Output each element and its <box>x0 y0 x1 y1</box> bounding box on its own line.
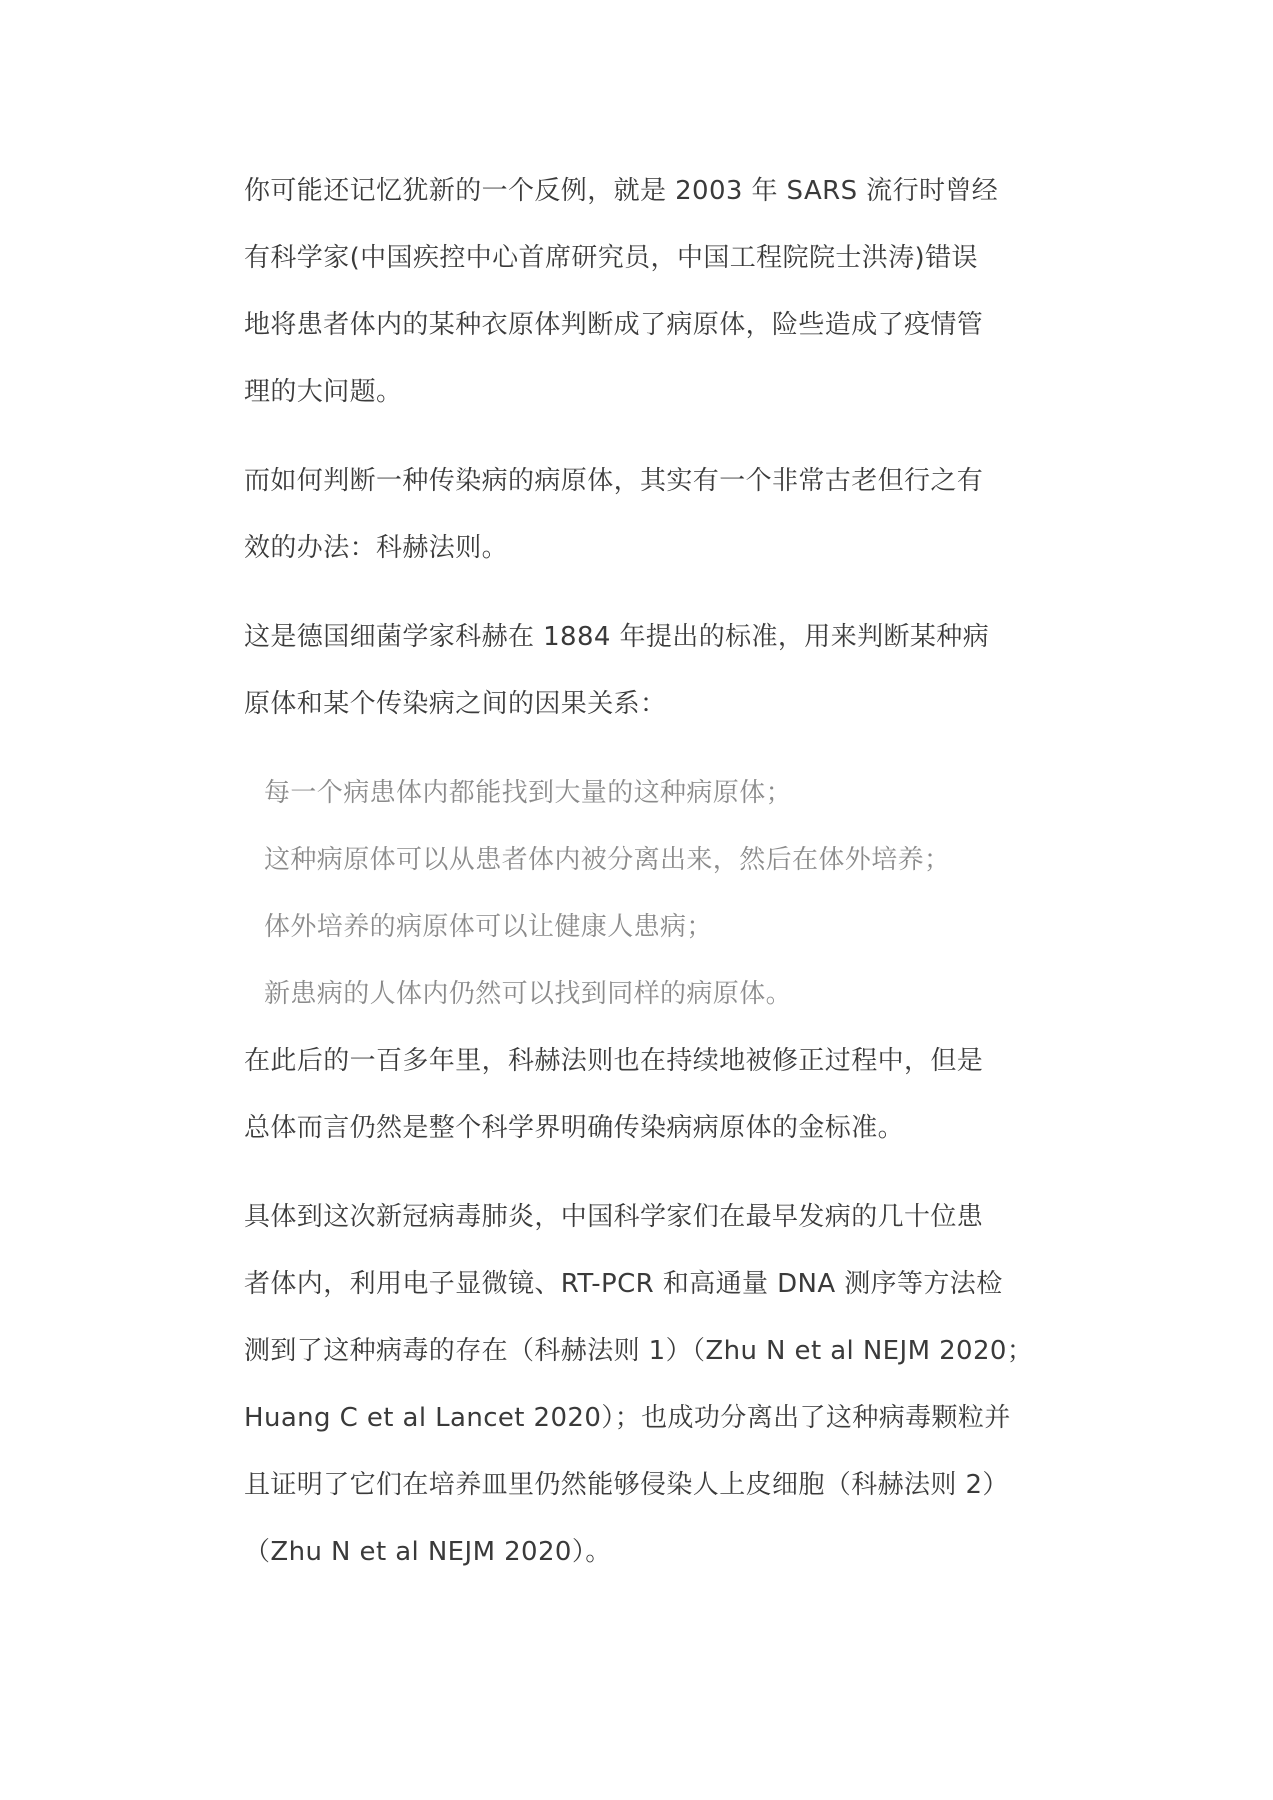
text-line: 具体到这次新冠病毒肺炎，中国科学家们在最早发病的几十位患 <box>244 1202 984 1232</box>
list-item: 体外培养的病原体可以让健康人患病； <box>264 912 713 942</box>
text-line: （Zhu N et al NEJM 2020）。 <box>244 1537 612 1567</box>
text-line: 在此后的一百多年里，科赫法则也在持续地被修正过程中，但是 <box>244 1046 984 1076</box>
text-line: 者体内，利用电子显微镜、RT-PCR 和高通量 DNA 测序等方法检 <box>244 1269 1003 1299</box>
article-body <box>244 158 1034 1608</box>
text-line: 地将患者体内的某种衣原体判断成了病原体，险些造成了疫情管 <box>244 310 984 340</box>
paragraph-koch-gold-standard <box>244 1028 1034 1162</box>
list-item: 新患病的人体内仍然可以找到同样的病原体。 <box>264 979 793 1009</box>
koch-postulates-list <box>244 760 1034 1028</box>
text-line: 理的大问题。 <box>244 377 403 407</box>
text-line: Huang C et al Lancet 2020）；也成功分离出了这种病毒颗粒并 <box>244 1403 1011 1433</box>
text-line: 且证明了它们在培养皿里仍然能够侵染人上皮细胞（科赫法则 2） <box>244 1470 1009 1500</box>
text-line: 效的办法：科赫法则。 <box>244 533 509 563</box>
text-line: 总体而言仍然是整个科学界明确传染病病原体的金标准。 <box>244 1113 905 1143</box>
text-line: 而如何判断一种传染病的病原体，其实有一个非常古老但行之有 <box>244 466 984 496</box>
text-line: 原体和某个传染病之间的因果关系： <box>244 689 667 719</box>
paragraph-sars-counterexample <box>244 158 1034 426</box>
paragraph-covid-evidence <box>244 1184 1034 1586</box>
paragraph-koch-origin <box>244 604 1034 738</box>
text-line: 测到了这种病毒的存在（科赫法则 1）（Zhu N et al NEJM 2020； <box>244 1336 1034 1366</box>
paragraph-koch-intro <box>244 448 1034 582</box>
text-line: 这是德国细菌学家科赫在 1884 年提出的标准，用来判断某种病 <box>244 622 990 652</box>
list-item: 每一个病患体内都能找到大量的这种病原体； <box>264 778 793 808</box>
list-item: 这种病原体可以从患者体内被分离出来，然后在体外培养； <box>264 845 951 875</box>
text-line: 你可能还记忆犹新的一个反例，就是 2003 年 SARS 流行时曾经 <box>244 176 999 206</box>
text-line: 有科学家(中国疾控中心首席研究员，中国工程院院士洪涛)错误 <box>244 243 978 273</box>
